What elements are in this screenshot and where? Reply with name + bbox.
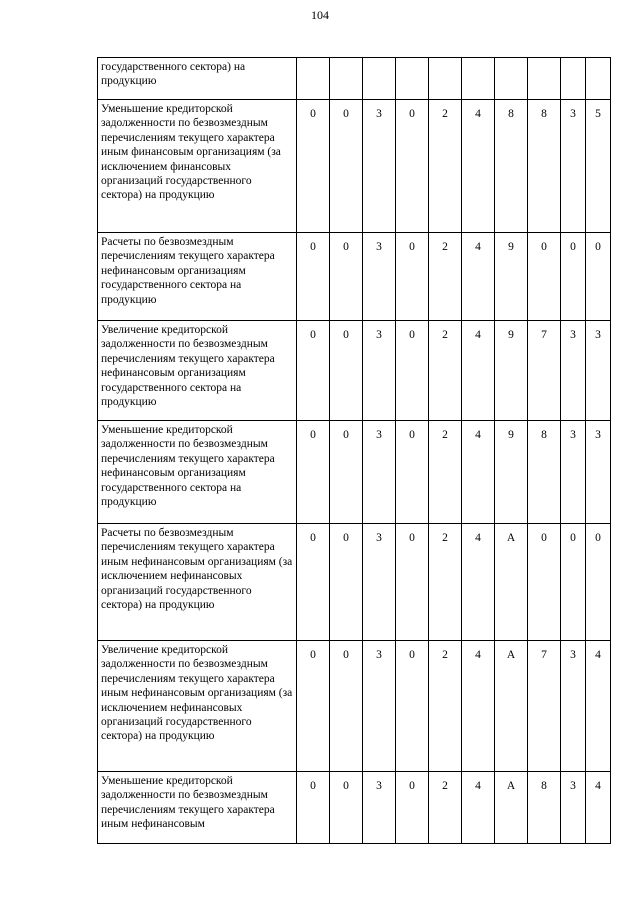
code-cell: 0 bbox=[330, 772, 363, 844]
code-cell: 7 bbox=[528, 321, 561, 421]
code-cell: 4 bbox=[462, 524, 495, 641]
code-cell: 0 bbox=[297, 421, 330, 524]
code-cell: 3 bbox=[363, 641, 396, 772]
code-cell: 0 bbox=[330, 233, 363, 321]
code-cell: 2 bbox=[429, 421, 462, 524]
code-cell bbox=[586, 58, 611, 100]
code-cell: 0 bbox=[396, 321, 429, 421]
code-cell: 8 bbox=[528, 421, 561, 524]
code-cell: 0 bbox=[396, 233, 429, 321]
code-cell: 0 bbox=[396, 524, 429, 641]
code-cell: 8 bbox=[528, 100, 561, 233]
code-cell bbox=[462, 58, 495, 100]
code-cell: 4 bbox=[462, 641, 495, 772]
code-cell: 0 bbox=[297, 233, 330, 321]
code-cell: 4 bbox=[462, 100, 495, 233]
code-cell: 2 bbox=[429, 100, 462, 233]
row-description: Уменьшение кредиторской задолженности по безвозмездным перечислениям текущего характера иным финансовым организациям (за исключением финансовых организаций государственного сектора) на продукцию bbox=[98, 100, 297, 233]
code-cell: 3 bbox=[561, 421, 586, 524]
table-row bbox=[98, 233, 611, 321]
code-cell: А bbox=[495, 641, 528, 772]
code-cell: 8 bbox=[528, 772, 561, 844]
code-cell bbox=[561, 58, 586, 100]
code-cell: 0 bbox=[297, 321, 330, 421]
code-cell: 2 bbox=[429, 772, 462, 844]
code-cell: 4 bbox=[462, 233, 495, 321]
code-cell bbox=[396, 58, 429, 100]
code-cell: 3 bbox=[561, 641, 586, 772]
code-cell: 4 bbox=[462, 421, 495, 524]
code-cell: 0 bbox=[330, 421, 363, 524]
code-cell: 9 bbox=[495, 421, 528, 524]
row-description: Расчеты по безвозмездным перечислениям текущего характера нефинансовым организациям государственного сектора на продукцию bbox=[98, 233, 297, 321]
row-description: государственного сектора) на продукцию bbox=[98, 58, 297, 100]
code-cell: 3 bbox=[363, 321, 396, 421]
code-cell: 0 bbox=[396, 421, 429, 524]
code-cell bbox=[429, 58, 462, 100]
code-cell: 0 bbox=[586, 233, 611, 321]
row-description: Уменьшение кредиторской задолженности по безвозмездным перечислениям текущего характера иным нефинансовым bbox=[98, 772, 297, 844]
row-description: Увеличение кредиторской задолженности по безвозмездным перечислениям текущего характера иным нефинансовым организациям (за исключением нефинансовых организаций государственного сектора) на продукцию bbox=[98, 641, 297, 772]
code-cell: 0 bbox=[396, 641, 429, 772]
table-row bbox=[98, 772, 611, 844]
table-row bbox=[98, 524, 611, 641]
code-cell: 3 bbox=[586, 421, 611, 524]
code-cell: 3 bbox=[363, 524, 396, 641]
code-cell: 3 bbox=[561, 100, 586, 233]
table-row bbox=[98, 641, 611, 772]
code-cell: 0 bbox=[330, 100, 363, 233]
code-cell: 3 bbox=[586, 321, 611, 421]
code-cell: 3 bbox=[363, 421, 396, 524]
code-cell: 3 bbox=[363, 100, 396, 233]
row-description: Уменьшение кредиторской задолженности по безвозмездным перечислениям текущего характера нефинансовым организациям государственного сектора на продукцию bbox=[98, 421, 297, 524]
page-number: 104 bbox=[311, 8, 329, 22]
code-cell bbox=[495, 58, 528, 100]
code-cell bbox=[330, 58, 363, 100]
code-cell: 0 bbox=[561, 524, 586, 641]
code-cell: 0 bbox=[561, 233, 586, 321]
code-cell: 0 bbox=[586, 524, 611, 641]
code-cell: 0 bbox=[297, 100, 330, 233]
code-cell: 0 bbox=[297, 524, 330, 641]
table-row bbox=[98, 421, 611, 524]
code-cell bbox=[528, 58, 561, 100]
row-description: Увеличение кредиторской задолженности по безвозмездным перечислениям текущего характера нефинансовым организациям государственного сектора на продукцию bbox=[98, 321, 297, 421]
code-cell: 2 bbox=[429, 233, 462, 321]
table-row bbox=[98, 58, 611, 100]
code-cell: 4 bbox=[586, 641, 611, 772]
code-cell bbox=[297, 58, 330, 100]
code-cell: 8 bbox=[495, 100, 528, 233]
code-cell: 7 bbox=[528, 641, 561, 772]
code-cell: 2 bbox=[429, 524, 462, 641]
code-cell: 0 bbox=[528, 524, 561, 641]
code-cell: 5 bbox=[586, 100, 611, 233]
code-cell: 2 bbox=[429, 641, 462, 772]
code-cell: 0 bbox=[330, 641, 363, 772]
code-cell: 0 bbox=[528, 233, 561, 321]
code-cell: 0 bbox=[396, 772, 429, 844]
code-cell: 9 bbox=[495, 233, 528, 321]
code-cell: 4 bbox=[462, 321, 495, 421]
budget-code-table bbox=[97, 57, 611, 844]
table-row bbox=[98, 321, 611, 421]
code-cell: 4 bbox=[586, 772, 611, 844]
row-description: Расчеты по безвозмездным перечислениям текущего характера иным нефинансовым организациям (за исключением нефинансовых организаций государственного сектора) на продукцию bbox=[98, 524, 297, 641]
code-cell: 2 bbox=[429, 321, 462, 421]
code-cell: А bbox=[495, 524, 528, 641]
code-cell: 4 bbox=[462, 772, 495, 844]
code-cell: 0 bbox=[330, 321, 363, 421]
code-cell: 0 bbox=[297, 641, 330, 772]
table-row bbox=[98, 100, 611, 233]
code-cell bbox=[363, 58, 396, 100]
code-cell: А bbox=[495, 772, 528, 844]
code-cell: 3 bbox=[561, 321, 586, 421]
code-cell: 0 bbox=[330, 524, 363, 641]
code-cell: 0 bbox=[396, 100, 429, 233]
code-cell: 3 bbox=[363, 772, 396, 844]
code-cell: 3 bbox=[561, 772, 586, 844]
code-cell: 0 bbox=[297, 772, 330, 844]
code-cell: 3 bbox=[363, 233, 396, 321]
code-cell: 9 bbox=[495, 321, 528, 421]
